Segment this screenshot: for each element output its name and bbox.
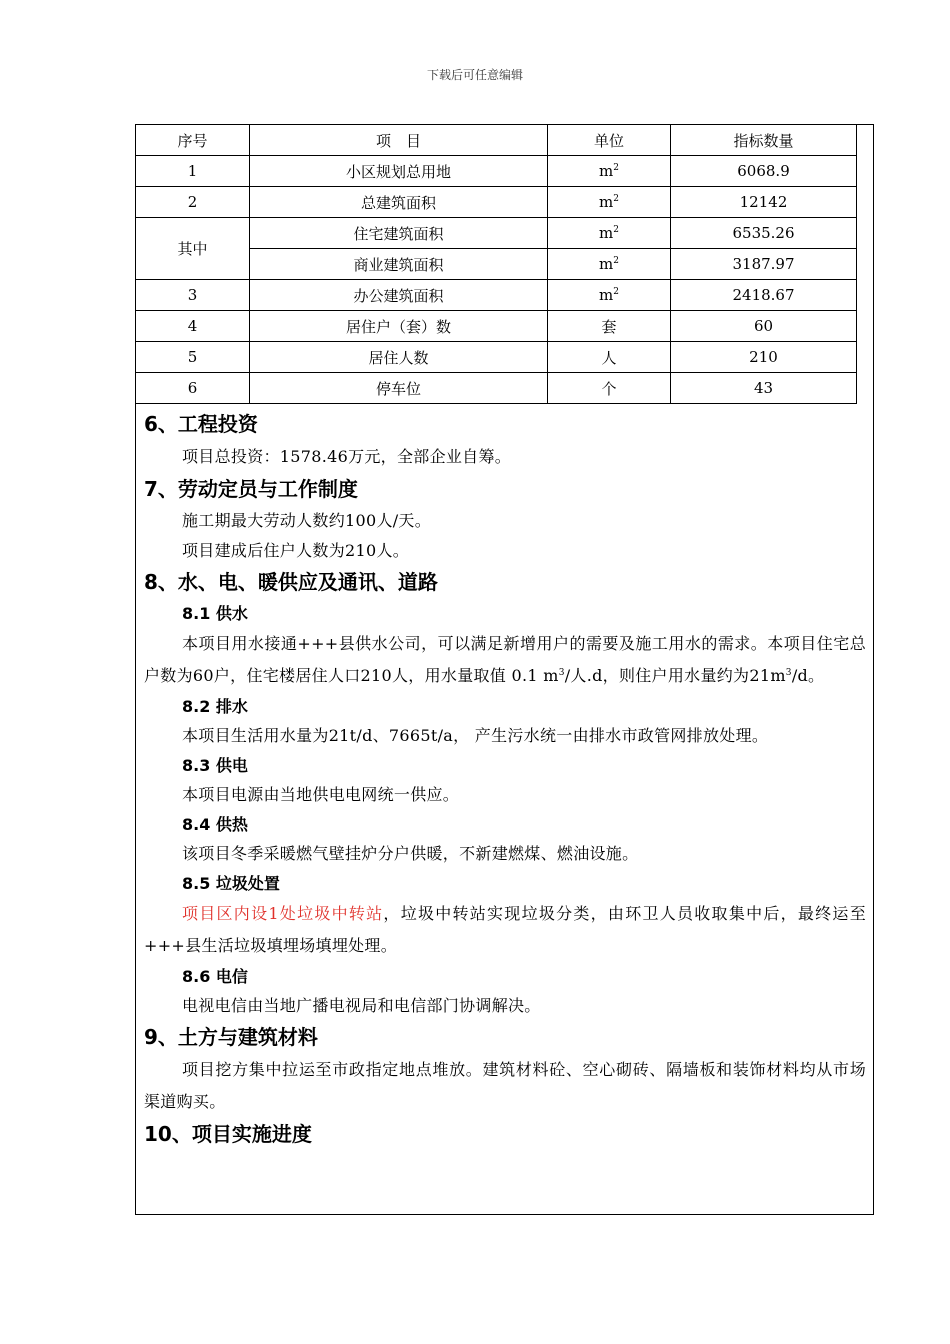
row-value: 6068.9 (671, 156, 857, 187)
row-item: 办公建筑面积 (250, 280, 548, 311)
table-header-row (136, 125, 857, 156)
section-8-3-heading: 8.3 供电 (182, 756, 248, 775)
unit-sup: 2 (613, 225, 619, 235)
water-text-c: /d。 (791, 666, 825, 685)
row-unit (548, 280, 671, 311)
section-8-3-paragraph: 本项目电源由当地供电电网统一供应。 (182, 785, 460, 804)
section-7-paragraph-1: 施工期最大劳动人数约100人/天。 (182, 511, 432, 530)
row-no: 1 (136, 156, 250, 187)
row-no-merged: 其中 (136, 218, 250, 280)
unit-text: m (599, 255, 614, 273)
unit-sup: 2 (613, 287, 619, 297)
row-item: 商业建筑面积 (250, 249, 548, 280)
row-unit: 个 (548, 373, 671, 404)
water-sup-a: 3 (558, 668, 565, 678)
table-row (136, 342, 857, 373)
row-item: 小区规划总用地 (250, 156, 548, 187)
unit-text: m (599, 193, 614, 211)
row-no: 5 (136, 342, 250, 373)
water-text-b: /人.d，则住户用水量约为21m (564, 666, 786, 685)
row-item: 居住户（套）数 (250, 311, 548, 342)
water-text-a: 本项目用水接通+++县供水公司，可以满足新增用户的需要及施工用水的需求。本项目住宅总户数为60户，住宅楼居住人口210人，用水量取值 0.1 m (144, 634, 866, 685)
row-item: 总建筑面积 (250, 187, 548, 218)
row-no: 4 (136, 311, 250, 342)
unit-text: m (599, 162, 614, 180)
row-no: 3 (136, 280, 250, 311)
row-value: 210 (671, 342, 857, 373)
table-row (136, 218, 857, 249)
page-header-note: 下载后可任意编辑 (426, 68, 523, 82)
header-no: 序号 (136, 125, 250, 156)
table-row (136, 187, 857, 218)
section-8-1-paragraph (144, 628, 866, 692)
row-unit: 套 (548, 311, 671, 342)
section-8-5-paragraph (144, 898, 866, 962)
section-8-1-heading: 8.1 供水 (182, 604, 248, 623)
section-8-5-heading: 8.5 垃圾处置 (182, 874, 280, 893)
table-row (136, 280, 857, 311)
section-8-2-heading: 8.2 排水 (182, 697, 248, 716)
section-8-4-paragraph: 该项目冬季采暖燃气壁挂炉分户供暖，不新建燃煤、燃油设施。 (182, 844, 639, 863)
row-value: 6535.26 (671, 218, 857, 249)
section-8-6-heading: 8.6 电信 (182, 967, 248, 986)
document-body (144, 408, 866, 1151)
unit-sup: 2 (613, 256, 619, 266)
row-value: 43 (671, 373, 857, 404)
section-8-5-text: ，垃圾中转站实现垃圾分类，由环卫人员收取集中后，最终运至+++县生活垃圾填埋场填埋处理。 (144, 904, 867, 955)
section-6-paragraph: 项目总投资：1578.46万元，全部企业自筹。 (182, 447, 512, 466)
table-row (136, 373, 857, 404)
row-value: 12142 (671, 187, 857, 218)
row-value: 60 (671, 311, 857, 342)
row-value: 2418.67 (671, 280, 857, 311)
row-unit: 人 (548, 342, 671, 373)
section-9-paragraph: 项目挖方集中拉运至市政指定地点堆放。建筑材料砼、空心砌砖、隔墙板和装饰材料均从市场渠道购买。 (144, 1060, 866, 1111)
section-8-6-paragraph: 电视电信由当地广播电视局和电信部门协调解决。 (182, 996, 541, 1015)
unit-text: m (599, 224, 614, 242)
unit-sup: 2 (613, 163, 619, 173)
section-8-2-paragraph: 本项目生活用水量为21t/d、7665t/a， 产生污水统一由排水市政管网排放处理。 (182, 726, 769, 745)
section-8-4-heading: 8.4 供热 (182, 815, 248, 834)
highlighted-text: 项目区内设1处垃圾中转站 (182, 904, 384, 923)
header-value: 指标数量 (671, 125, 857, 156)
unit-text: m (599, 286, 614, 304)
row-value: 3187.97 (671, 249, 857, 280)
section-8-heading: 8、水、电、暖供应及通讯、道路 (144, 570, 438, 594)
row-item: 居住人数 (250, 342, 548, 373)
row-item: 停车位 (250, 373, 548, 404)
section-9-heading: 9、土方与建筑材料 (144, 1025, 318, 1049)
header-unit: 单位 (548, 125, 671, 156)
row-unit (548, 156, 671, 187)
header-item: 项 目 (250, 125, 548, 156)
indicator-table (135, 124, 857, 404)
row-no: 6 (136, 373, 250, 404)
row-item: 住宅建筑面积 (250, 218, 548, 249)
section-7-heading: 7、劳动定员与工作制度 (144, 477, 358, 501)
row-unit (548, 218, 671, 249)
section-10-heading: 10、项目实施进度 (144, 1122, 312, 1146)
water-sup-b: 3 (785, 668, 792, 678)
row-unit (548, 249, 671, 280)
table-row (136, 156, 857, 187)
row-no: 2 (136, 187, 250, 218)
row-unit (548, 187, 671, 218)
table-row (136, 311, 857, 342)
section-6-heading: 6、工程投资 (144, 412, 258, 436)
section-7-paragraph-2: 项目建成后住户人数为210人。 (182, 541, 410, 560)
unit-sup: 2 (613, 194, 619, 204)
